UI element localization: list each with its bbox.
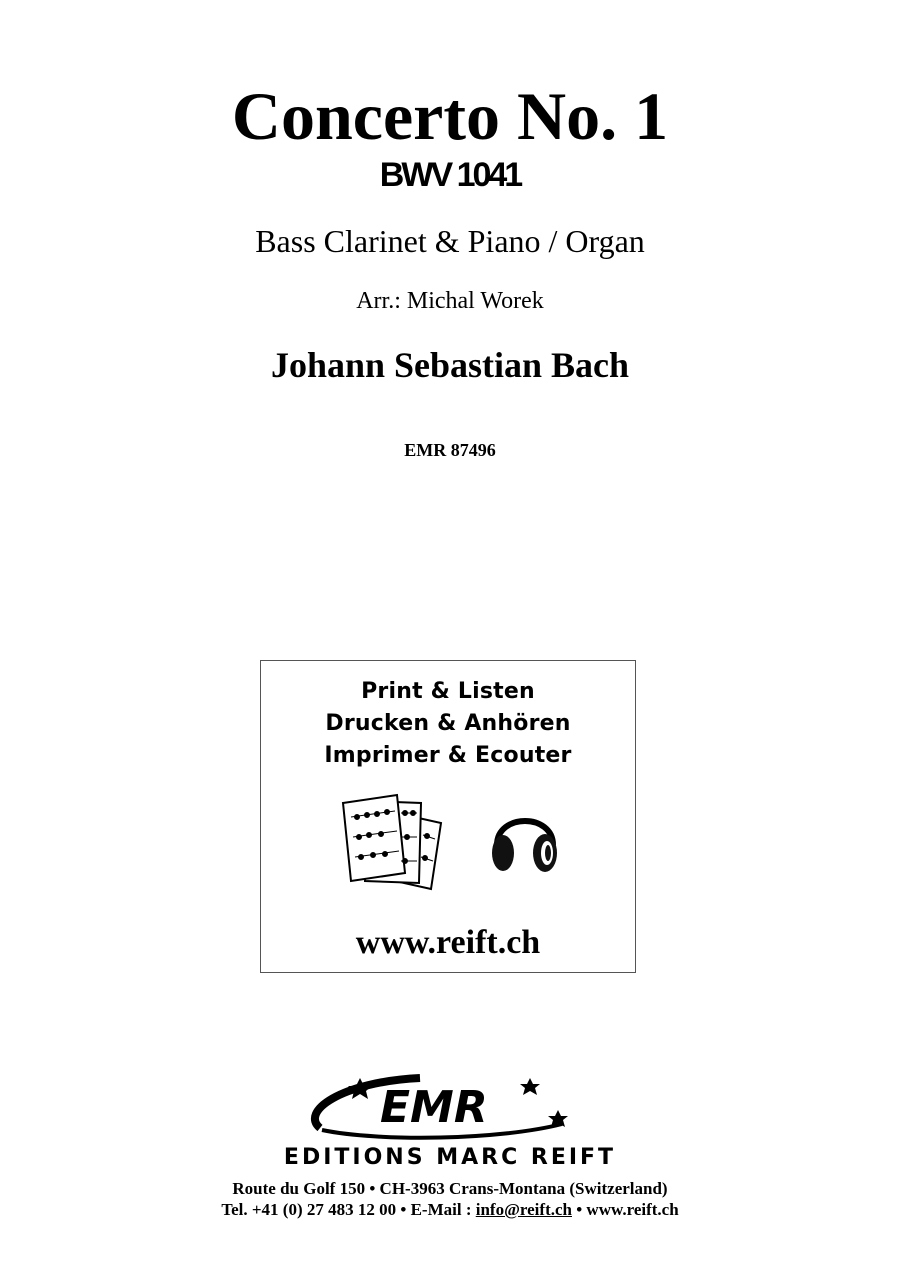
composer: Johann Sebastian Bach: [270, 345, 630, 385]
publisher-name: EDITIONS MARC REIFT: [283, 1145, 617, 1170]
promo-line-german: Drucken & Anhören: [325, 711, 571, 736]
web-text: • www.reift.ch: [571, 1200, 679, 1219]
email-link[interactable]: info@reift.ch: [475, 1200, 572, 1219]
edition-code: EMR 87496: [404, 440, 496, 460]
emr-logo: [300, 1072, 600, 1142]
publisher-address: Route du Golf 150 • CH-3963 Crans-Montana (Switzerland): [232, 1179, 668, 1198]
website-url[interactable]: www.reift.ch: [355, 924, 541, 961]
arranger: Arr.: Michal Worek: [356, 288, 544, 314]
logo-text: EMR: [380, 1082, 488, 1133]
promo-line-english: Print & Listen: [361, 679, 535, 704]
phone-text: Tel. +41 (0) 27 483 12 00 • E-Mail :: [221, 1200, 476, 1219]
catalog-number: BWV 1041: [379, 156, 521, 194]
promo-line-french: Imprimer & Ecouter: [324, 743, 572, 768]
print-listen-box: [260, 660, 636, 973]
publisher-contact: [0, 1199, 900, 1221]
headphones-icon: [489, 801, 561, 881]
page-title: Concerto No. 1: [231, 78, 669, 154]
sheet-music-icon: [341, 793, 451, 893]
instrumentation: Bass Clarinet & Piano / Organ: [255, 223, 645, 259]
